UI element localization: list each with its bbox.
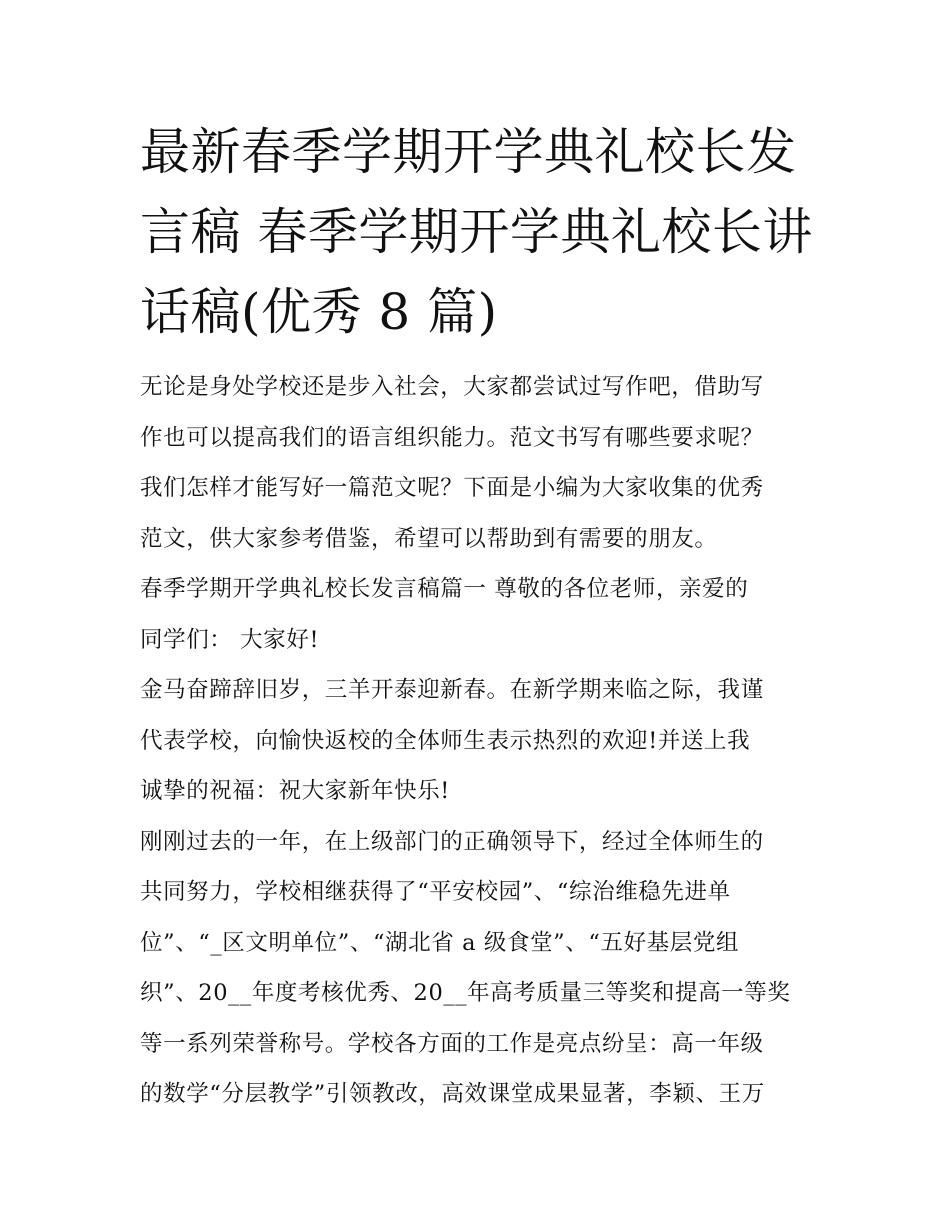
title-line: 话稿(优秀 8 篇) (140, 283, 498, 341)
body-line: 位”、“_区文明单位”、“湖北省 a 级食堂”、“五好基层党组 (140, 929, 740, 956)
body-line: 我们怎样才能写好一篇范文呢？下面是小编为大家收集的优秀 (140, 475, 764, 501)
document-body (140, 362, 820, 1120)
body-line: 等一系列荣誉称号。学校各方面的工作是亮点纷呈：高一年级 (140, 1030, 764, 1057)
title-line: 最新春季学期开学典礼校长发 (140, 123, 797, 181)
title-line: 言稿 春季学期开学典礼校长讲 (140, 203, 813, 261)
body-line: 的数学“分层教学”引领教改，高效课堂成果显著，李颖、王万 (140, 1081, 765, 1107)
body-line: 诚挚的祝福：祝大家新年快乐! (140, 778, 450, 804)
body-line: 金马奋蹄辞旧岁，三羊开泰迎新春。在新学期来临之际，我谨 (140, 677, 764, 703)
body-line: 代表学校，向愉快返校的全体师生表示热烈的欢迎!并送上我 (140, 727, 751, 754)
document-page (140, 112, 820, 1120)
body-line: 同学们： 大家好! (140, 626, 320, 653)
body-line: 春季学期开学典礼校长发言稿篇一 尊敬的各位老师，亲爱的 (140, 576, 749, 602)
body-line: 无论是身处学校还是步入社会，大家都尝试过写作吧，借助写 (140, 374, 764, 400)
document-title (140, 112, 820, 352)
body-line: 共同努力，学校相继获得了“平安校园”、“综治维稳先进单 (140, 879, 731, 905)
body-line: 织”、20__年度考核优秀、20__年高考质量三等奖和提高一等奖 (140, 980, 791, 1006)
body-line: 作也可以提高我们的语言组织能力。范文书写有哪些要求呢？ (140, 424, 764, 451)
body-line: 刚刚过去的一年，在上级部门的正确领导下，经过全体师生的 (140, 828, 764, 855)
body-line: 范文，供大家参考借鉴，希望可以帮助到有需要的朋友。 (140, 525, 718, 552)
